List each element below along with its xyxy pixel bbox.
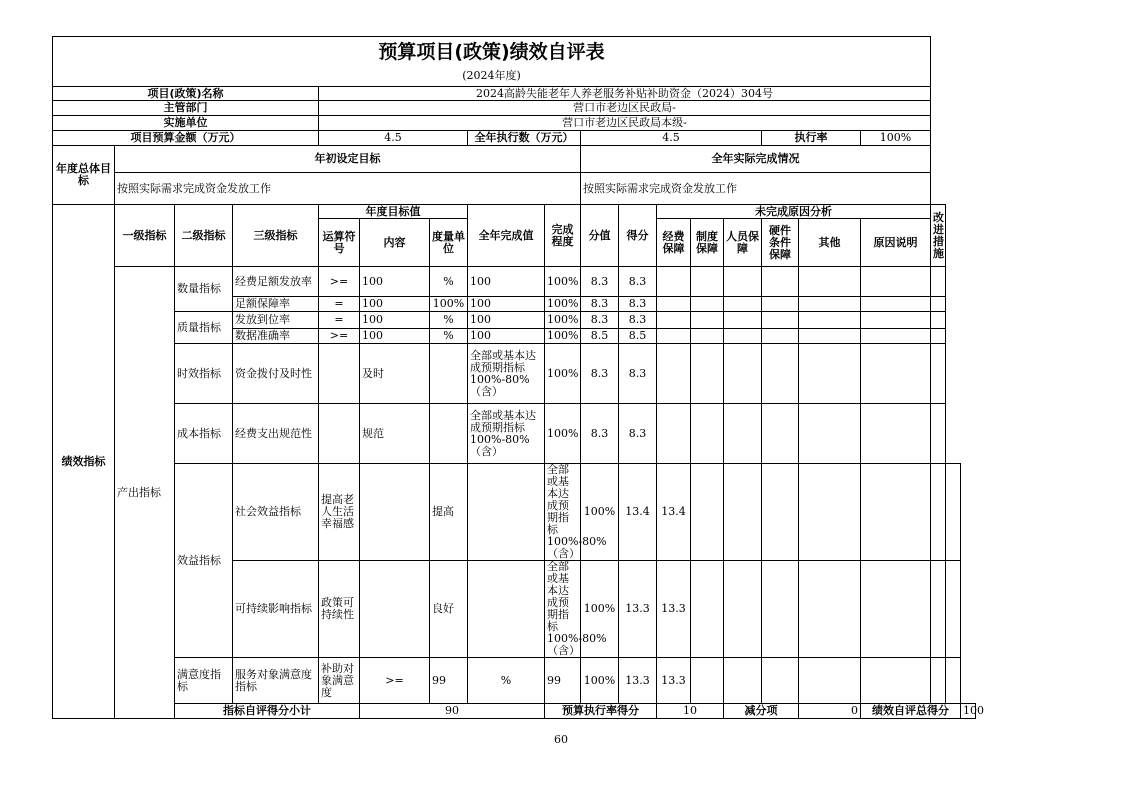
indicator-name: 发放到位率	[233, 312, 319, 329]
table-row	[53, 312, 976, 329]
subtotal-label: 指标自评得分小计	[175, 704, 360, 719]
level2-header: 二级指标	[175, 205, 233, 267]
reason-other-header: 其他	[799, 219, 861, 267]
indicator-name: 经费支出规范性	[233, 404, 319, 464]
score-cell: 8.3	[619, 404, 657, 464]
score-cell: 8.5	[619, 329, 657, 344]
table-row	[53, 464, 976, 561]
completion-value-header: 全年完成值	[468, 205, 545, 267]
operator-cell	[360, 464, 430, 561]
unit-cell: %	[468, 658, 545, 704]
page-number: 60	[554, 733, 568, 746]
table-title: 预算项目(政策)绩效自评表	[53, 37, 931, 67]
social-benefit-group: 社会效益指标	[233, 464, 319, 561]
score-cell: 13.3	[657, 658, 691, 704]
unit-cell	[430, 404, 468, 464]
initial-goal-text: 按照实际需求完成资金发放工作	[115, 173, 581, 205]
score-cell: 8.3	[619, 312, 657, 329]
weight-cell: 13.4	[619, 464, 657, 561]
operator-cell	[360, 561, 430, 658]
completion-value-cell: 全部或基本达成预期指标100%-80%（含）	[468, 404, 545, 464]
score-cell: 13.3	[657, 561, 691, 658]
exec-score-value: 10	[657, 704, 724, 719]
project-name-label: 项目(政策)名称	[53, 87, 319, 101]
overall-goal-label: 年度总体目标	[53, 146, 115, 205]
completion-value-cell: 100	[468, 297, 545, 312]
operator-cell: >=	[319, 329, 360, 344]
indicator-name: 经费足额发放率	[233, 267, 319, 297]
completion-degree-cell: 100%	[545, 297, 581, 312]
unit-measure-header: 度量单位	[430, 219, 468, 267]
department-label: 主管部门	[53, 101, 319, 116]
total-score-label: 绩效自评总得分	[861, 704, 961, 719]
completion-value-cell: 99	[545, 658, 581, 704]
completion-degree-header: 完成程度	[545, 205, 581, 267]
perf-indicator-label: 绩效指标	[53, 205, 115, 719]
exec-rate-value: 100%	[861, 131, 931, 146]
sustainable-impact-group: 可持续影响指标	[233, 561, 319, 658]
completion-value-cell: 全部或基本达成预期指标100%-80%（含）	[545, 464, 581, 561]
content-cell: 100	[360, 267, 430, 297]
weight-cell: 8.3	[581, 297, 619, 312]
weight-cell: 8.3	[581, 344, 619, 404]
weight-cell: 8.3	[581, 404, 619, 464]
content-cell: 100	[360, 312, 430, 329]
weight-cell: 13.3	[619, 658, 657, 704]
operator-cell: >=	[360, 658, 430, 704]
benefit-indicator-group: 效益指标	[175, 464, 233, 658]
satisfaction-indicator-group: 满意度指标	[175, 658, 233, 704]
performance-self-evaluation-table	[52, 36, 984, 719]
cost-indicator-group: 成本指标	[175, 404, 233, 464]
fiscal-year: (2024年度)	[53, 67, 931, 87]
score-cell: 8.3	[619, 344, 657, 404]
weight-cell: 8.5	[581, 329, 619, 344]
reason-system-header: 制度保障	[691, 219, 724, 267]
completion-degree-cell: 100%	[545, 404, 581, 464]
indicator-name: 资金拨付及时性	[233, 344, 319, 404]
operator-cell: =	[319, 312, 360, 329]
deduction-label: 减分项	[724, 704, 799, 719]
quality-indicator-group: 质量指标	[175, 312, 233, 344]
unit-label: 实施单位	[53, 116, 319, 131]
content-cell: 及时	[360, 344, 430, 404]
executed-label: 全年执行数（万元）	[468, 131, 581, 146]
total-score-value: 100	[960, 704, 975, 719]
reason-explanation-header: 原因说明	[861, 219, 931, 267]
score-header: 得分	[619, 205, 657, 267]
operator-cell: >=	[319, 267, 360, 297]
initial-goal-header: 年初设定目标	[115, 146, 581, 173]
exec-score-label: 预算执行率得分	[545, 704, 657, 719]
indicator-name: 补助对象满意度	[319, 658, 360, 704]
reason-staff-header: 人员保障	[724, 219, 762, 267]
indicator-name: 提高老人生活幸福感	[319, 464, 360, 561]
weight-cell: 13.3	[619, 561, 657, 658]
subtotal-value: 90	[360, 704, 545, 719]
output-indicator-group: 产出指标	[115, 267, 175, 719]
unit-cell: %	[430, 267, 468, 297]
unit-cell: 100%	[430, 297, 468, 312]
exec-rate-label: 执行率	[762, 131, 861, 146]
completion-degree-cell: 100%	[545, 312, 581, 329]
weight-cell: 8.3	[581, 267, 619, 297]
content-cell: 100	[360, 297, 430, 312]
score-cell: 13.4	[657, 464, 691, 561]
content-cell: 良好	[430, 561, 468, 658]
unit-value: 营口市老边区民政局本级-	[319, 116, 931, 131]
improvement-header: 改进措施	[931, 205, 946, 267]
operator-cell	[319, 404, 360, 464]
service-satisfaction-group: 服务对象满意度指标	[233, 658, 319, 704]
unit-cell	[468, 464, 545, 561]
actual-completion-text: 按照实际需求完成资金发放工作	[581, 173, 931, 205]
weight-cell: 8.3	[581, 312, 619, 329]
unit-cell	[430, 344, 468, 404]
table-row	[53, 404, 976, 464]
summary-row	[53, 704, 976, 719]
completion-value-cell: 全部或基本达成预期指标100%-80%（含）	[468, 344, 545, 404]
content-cell: 99	[430, 658, 468, 704]
level3-header: 三级指标	[233, 205, 319, 267]
table-row	[53, 658, 976, 704]
table-row	[53, 267, 976, 297]
completion-value-cell: 全部或基本达成预期指标100%-80%（含）	[545, 561, 581, 658]
incomplete-reasons-header: 未完成原因分析	[657, 205, 931, 219]
completion-degree-cell: 100%	[581, 561, 619, 658]
content-cell: 提高	[430, 464, 468, 561]
timeliness-indicator-group: 时效指标	[175, 344, 233, 404]
content-cell: 规范	[360, 404, 430, 464]
completion-degree-cell: 100%	[545, 329, 581, 344]
weight-header: 分值	[581, 205, 619, 267]
indicator-name: 数据准确率	[233, 329, 319, 344]
completion-degree-cell: 100%	[545, 344, 581, 404]
department-value: 营口市老边区民政局-	[319, 101, 931, 116]
unit-cell: %	[430, 312, 468, 329]
score-cell: 8.3	[619, 267, 657, 297]
indicator-name: 政策可持续性	[319, 561, 360, 658]
level1-header: 一级指标	[115, 205, 175, 267]
reason-funding-header: 经费保障	[657, 219, 691, 267]
operator-header: 运算符号	[319, 219, 360, 267]
indicator-name: 足额保障率	[233, 297, 319, 312]
annual-target-header: 年度目标值	[319, 205, 468, 219]
content-header: 内容	[360, 219, 430, 267]
table-row	[53, 344, 976, 404]
content-cell: 100	[360, 329, 430, 344]
completion-value-cell: 100	[468, 312, 545, 329]
unit-cell: %	[430, 329, 468, 344]
completion-degree-cell: 100%	[545, 267, 581, 297]
operator-cell	[319, 344, 360, 404]
actual-completion-header: 全年实际完成情况	[581, 146, 931, 173]
budget-label: 项目预算金额（万元）	[53, 131, 319, 146]
quantity-indicator-group: 数量指标	[175, 267, 233, 312]
score-cell: 8.3	[619, 297, 657, 312]
project-name-value: 2024高龄失能老年人养老服务补贴补助资金（2024）304号	[319, 87, 931, 101]
completion-degree-cell: 100%	[581, 658, 619, 704]
completion-degree-cell: 100%	[581, 464, 619, 561]
unit-cell	[468, 561, 545, 658]
executed-value: 4.5	[581, 131, 762, 146]
reason-hardware-header: 硬件条件保障	[762, 219, 799, 267]
budget-value: 4.5	[319, 131, 468, 146]
completion-value-cell: 100	[468, 267, 545, 297]
completion-value-cell: 100	[468, 329, 545, 344]
deduction-value: 0	[799, 704, 861, 719]
operator-cell: =	[319, 297, 360, 312]
